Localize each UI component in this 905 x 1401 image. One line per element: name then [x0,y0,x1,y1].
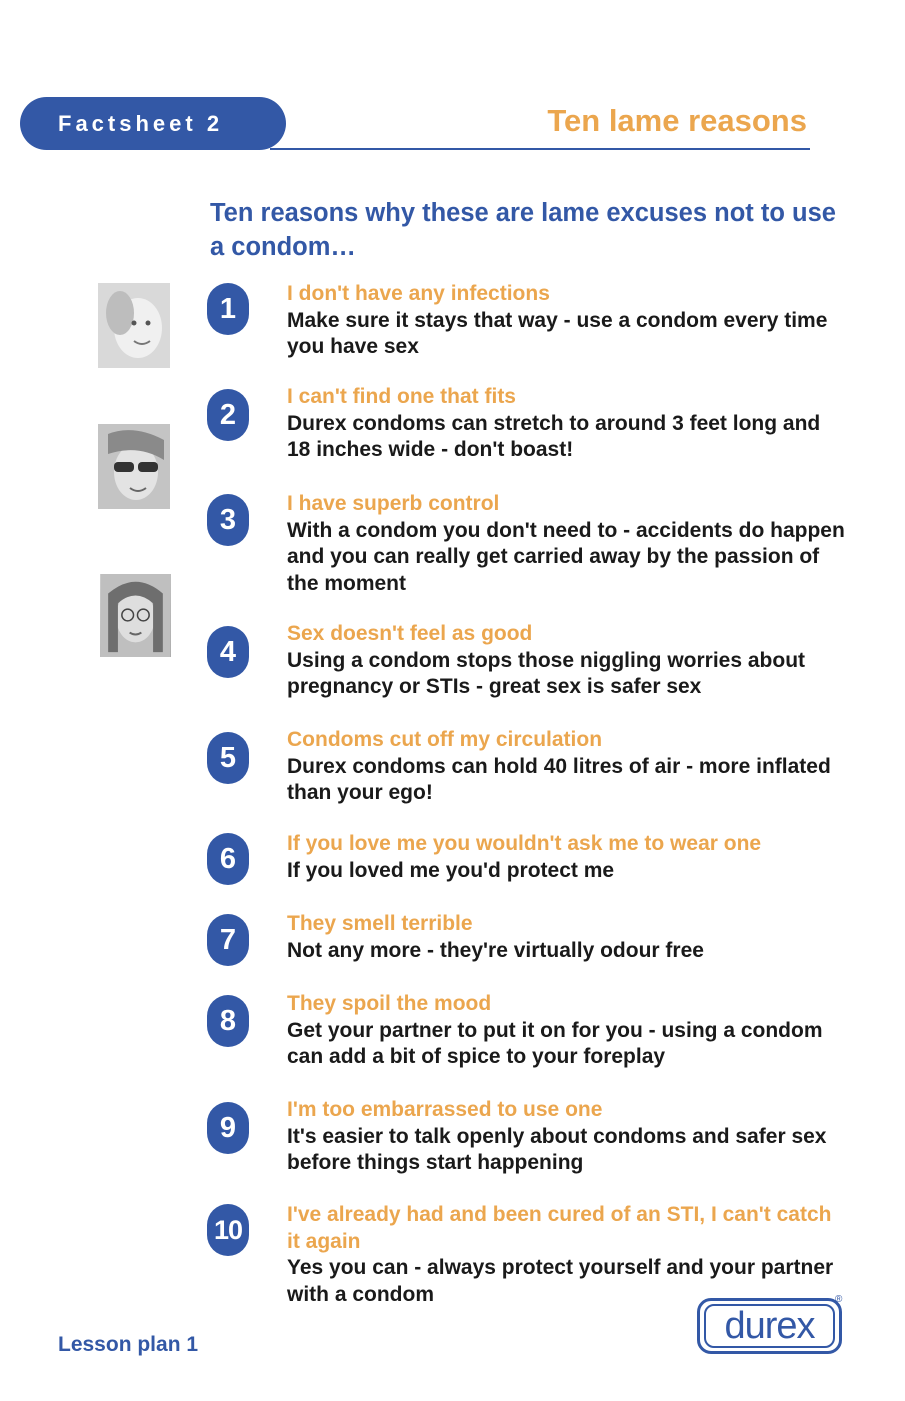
reason-number-badge: 2 [207,389,249,441]
reason-excuse: I have superb control [287,492,500,515]
reason-number-badge: 7 [207,914,249,966]
face-photo-2 [98,424,170,509]
reason-number-badge: 3 [207,494,249,546]
intro-heading: Ten reasons why these are lame excuses not to use a condom… [210,199,836,261]
reason-excuse: They smell terrible [287,912,473,935]
reason-number-badge: 10 [207,1204,249,1256]
face-photo-3-image [100,574,171,657]
reason-number-badge: 9 [207,1102,249,1154]
page-title: Ten lame reasons [547,103,807,138]
lesson-plan-label: Lesson plan 1 [58,1333,199,1356]
reason-answer: Durex condoms can stretch to around 3 feet long and 18 inches wide - don't boast! [287,411,821,461]
reason-excuse: I'm too embarrassed to use one [287,1098,603,1121]
reason-excuse: I don't have any infections [287,282,550,305]
reason-excuse: I can't find one that fits [287,385,516,408]
header-divider [270,148,810,150]
reason-answer: It's easier to talk openly about condoms and safer sex before things start happening [287,1124,827,1174]
factsheet-badge-label: Factsheet 2 [58,110,224,136]
reason-answer: With a condom you don't need to - accidents do happen and you can really get carried away by the passion of the moment [287,518,845,595]
reason-number-badge: 6 [207,833,249,885]
reason-number-badge: 8 [207,995,249,1047]
reason-answer: Get your partner to put it on for you - using a condom can add a bit of spice to your foreplay [287,1018,823,1068]
factsheet-badge [20,97,286,150]
registered-mark: ® [835,1294,843,1305]
reason-excuse: I've already had and been cured of an STI, I can't catch it again [287,1203,832,1253]
reason-number-badge: 5 [207,732,249,784]
face-photo-1-image [98,283,170,368]
face-photo-1 [98,283,170,368]
reason-answer: Not any more - they're virtually odour free [287,938,704,962]
reason-excuse: Sex doesn't feel as good [287,622,533,645]
reason-answer: Using a condom stops those niggling worries about pregnancy or STIs - great sex is safer sex [287,648,806,698]
face-photo-3 [100,574,171,657]
durex-logo [697,1298,842,1354]
durex-logo-text: durex [704,1304,835,1348]
reason-excuse: If you love me you wouldn't ask me to wear one [287,832,762,855]
reason-number-badge: 1 [207,283,249,335]
reason-answer: Durex condoms can hold 40 litres of air - more inflated than your ego! [287,754,831,804]
face-photo-2-image [98,424,170,509]
reason-excuse: Condoms cut off my circulation [287,728,603,751]
reason-excuse: They spoil the mood [287,992,492,1015]
reason-number-badge: 4 [207,626,249,678]
reason-answer: Make sure it stays that way - use a condom every time you have sex [287,308,828,358]
reason-answer: If you loved me you'd protect me [287,858,615,882]
reason-answer: Yes you can - always protect yourself and your partner with a condom [287,1256,834,1306]
